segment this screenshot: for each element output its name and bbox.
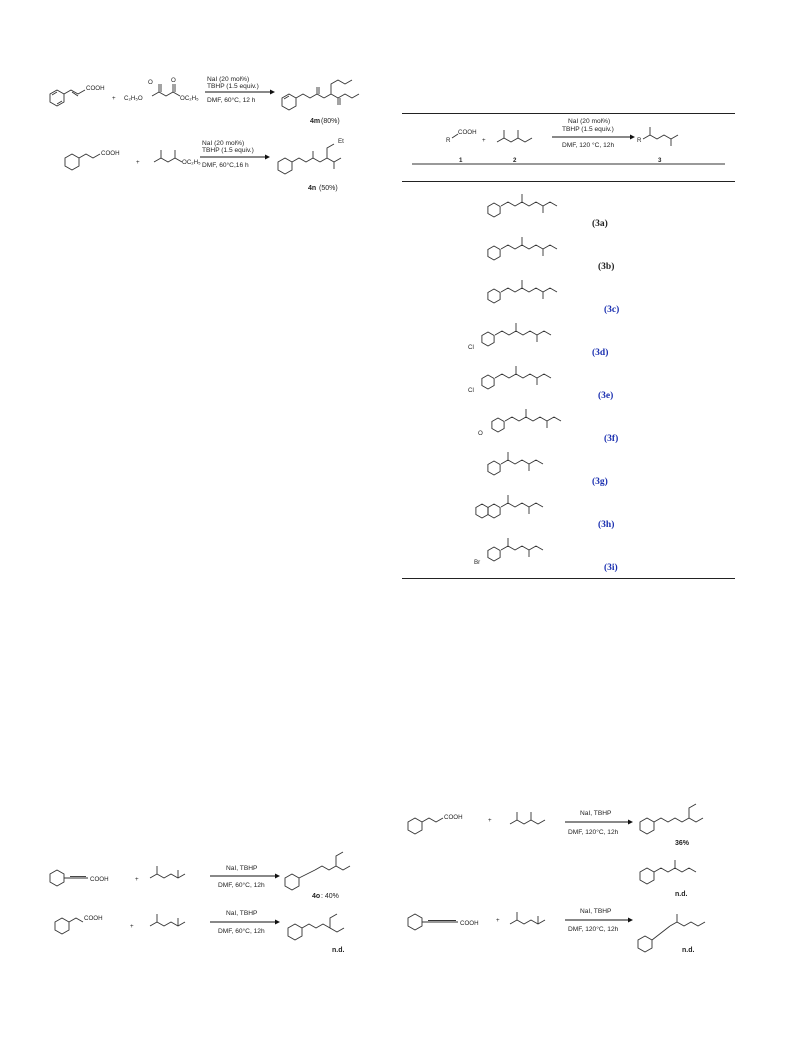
product-yield: (80%) bbox=[321, 118, 340, 125]
acid-label: COOH bbox=[90, 876, 109, 883]
compound-id: (3h) bbox=[598, 520, 615, 530]
plus-sign: + bbox=[135, 876, 139, 883]
compound-structure bbox=[482, 366, 551, 389]
product-4m-structure bbox=[282, 80, 359, 110]
table-general-scheme bbox=[402, 114, 735, 180]
compound-entry bbox=[488, 280, 619, 315]
acid-label: COOH bbox=[444, 814, 463, 821]
cinnamic-acid-structure bbox=[50, 90, 85, 106]
substituent-label: Cl bbox=[468, 344, 474, 351]
arrow-head bbox=[275, 920, 280, 925]
table-bottom-rule bbox=[402, 578, 735, 579]
diethyl-malonate-structure bbox=[152, 84, 180, 96]
compound-entry bbox=[488, 452, 608, 487]
compound-number-3: 3 bbox=[658, 157, 662, 164]
methyl-acetoacetate-structure bbox=[510, 812, 545, 824]
product-structure bbox=[638, 914, 705, 952]
compound-id: (3a) bbox=[592, 219, 608, 229]
phenylacetic-acid-structure bbox=[55, 918, 83, 934]
substituent-label: O bbox=[478, 430, 483, 437]
condition-catalyst: NaI (20 mol%) bbox=[207, 76, 250, 83]
compound-structure bbox=[488, 452, 543, 475]
arrow-head bbox=[628, 820, 633, 825]
compound-entry bbox=[468, 366, 613, 401]
compound-id: (3e) bbox=[598, 391, 614, 401]
compound-id: (3g) bbox=[592, 477, 608, 487]
condition-oxidant: TBHP (1.5 equiv.) bbox=[202, 147, 254, 154]
product-yield: : 40% bbox=[321, 893, 339, 900]
condition-oxidant: TBHP (1.5 equiv.) bbox=[562, 126, 614, 133]
compound-number-2: 2 bbox=[513, 157, 517, 164]
compound-entry bbox=[474, 538, 618, 573]
arrow-head bbox=[628, 918, 633, 923]
arrow-head bbox=[275, 874, 280, 879]
plus-sign: + bbox=[488, 817, 492, 824]
dimethyl-malonate-structure bbox=[150, 866, 185, 878]
compound-id: (3b) bbox=[598, 262, 615, 272]
product-id: 4o bbox=[312, 893, 321, 900]
acid-label: COOH bbox=[458, 129, 477, 136]
scheme-4n bbox=[60, 130, 380, 200]
scheme-phenylacetic bbox=[40, 900, 380, 960]
cinnamic-acid-label: COOH bbox=[101, 150, 120, 157]
product-a-structure bbox=[640, 804, 703, 834]
condition-catalyst: NaI (20 mol%) bbox=[568, 118, 611, 125]
ethoxy-label: OC₂H₅ bbox=[182, 159, 201, 166]
ethoxy-left-label: C₂H₅O bbox=[124, 95, 143, 102]
condition-solvent: DMF, 60°C, 12h bbox=[218, 928, 265, 935]
arrow-head bbox=[630, 135, 635, 140]
phenylpropiolic-acid-structure bbox=[408, 914, 458, 930]
substituent-label: Cl bbox=[468, 387, 474, 394]
cinnamic-acid-structure bbox=[65, 154, 100, 170]
compound-entry bbox=[468, 323, 608, 358]
result-label: n.d. bbox=[682, 947, 695, 954]
product-4o-structure bbox=[285, 852, 350, 890]
plus-sign: + bbox=[136, 159, 140, 166]
compound-structure bbox=[476, 495, 543, 518]
condition-solvent: DMF, 60°C,16 h bbox=[202, 162, 249, 169]
plus-sign: + bbox=[130, 923, 134, 930]
product-id: 4m bbox=[310, 118, 321, 125]
scheme-right-2 bbox=[400, 900, 740, 960]
product-structure bbox=[643, 127, 678, 146]
condition-catalyst: NaI (20 mol%) bbox=[202, 140, 245, 147]
product-b-structure bbox=[640, 860, 696, 884]
plus-sign: + bbox=[112, 95, 116, 102]
compound-id: (3d) bbox=[592, 348, 609, 358]
condition-reagents: NaI, TBHP bbox=[226, 910, 258, 917]
product-structure bbox=[288, 914, 344, 940]
condition-reagents: NaI, TBHP bbox=[580, 810, 612, 817]
compound-structure bbox=[482, 323, 551, 346]
substrate-scope-list bbox=[402, 186, 735, 576]
yield-label: 36% bbox=[675, 840, 690, 847]
condition-solvent: DMF, 60°C, 12 h bbox=[207, 97, 256, 104]
ethoxy-right-label: OC₂H₅ bbox=[180, 95, 199, 102]
scheme-4m bbox=[40, 60, 380, 130]
condition-oxidant: TBHP (1.5 equiv.) bbox=[207, 83, 259, 90]
compound-structure bbox=[488, 280, 557, 303]
compound-id: (3c) bbox=[604, 305, 620, 315]
compound-id: (3i) bbox=[604, 563, 618, 573]
compound-structure bbox=[488, 237, 557, 260]
condition-reagents: NaI, TBHP bbox=[226, 865, 258, 872]
condition-solvent: DMF, 120°C, 12h bbox=[568, 926, 619, 933]
product-r-label: R bbox=[637, 137, 642, 144]
o-label: O bbox=[148, 79, 153, 86]
product-id: 4n bbox=[308, 185, 317, 192]
acid-label: COOH bbox=[84, 915, 103, 922]
compound-id: (3f) bbox=[604, 434, 619, 444]
compound-structure bbox=[488, 194, 557, 217]
compound-number-1: 1 bbox=[459, 157, 463, 164]
plus-sign: + bbox=[482, 137, 486, 144]
arrow-head bbox=[270, 90, 275, 95]
product-4n-structure bbox=[278, 144, 341, 174]
ethyl-label: Et bbox=[338, 138, 344, 145]
compound-structure bbox=[488, 538, 543, 561]
o-label: O bbox=[171, 77, 176, 84]
cinnamic-acid-label: COOH bbox=[86, 85, 105, 92]
arrow-head bbox=[265, 155, 270, 160]
scheme-right-1 bbox=[400, 800, 740, 900]
phenylpropiolic-acid-structure bbox=[50, 870, 88, 886]
compound-entry bbox=[488, 194, 608, 229]
dimethyl-malonate-structure bbox=[150, 914, 185, 926]
table-mid-rule bbox=[402, 181, 735, 182]
nd-label: n.d. bbox=[675, 891, 688, 898]
condition-solvent: DMF, 60°C, 12h bbox=[218, 882, 265, 889]
dimethyl-malonate-structure bbox=[497, 130, 532, 142]
condition-solvent: DMF, 120 °C, 12h bbox=[562, 142, 615, 149]
product-yield: (50%) bbox=[319, 185, 338, 192]
cinnamic-acid-structure bbox=[408, 818, 443, 834]
compound-entry bbox=[478, 409, 618, 444]
acid-label: COOH bbox=[460, 920, 479, 927]
substituent-label: Br bbox=[474, 559, 481, 566]
r-label: R bbox=[446, 137, 451, 144]
plus-sign: + bbox=[496, 917, 500, 924]
compound-entry bbox=[488, 237, 614, 272]
dimethyl-malonate-structure bbox=[510, 912, 545, 924]
ethyl-acetoacetate-structure bbox=[154, 150, 182, 162]
condition-reagents: NaI, TBHP bbox=[580, 908, 612, 915]
condition-solvent: DMF, 120°C, 12h bbox=[568, 829, 619, 836]
compound-entry bbox=[476, 495, 614, 530]
scheme-4o bbox=[40, 840, 380, 900]
result-label: n.d. bbox=[332, 947, 345, 954]
compound-structure bbox=[492, 409, 561, 432]
